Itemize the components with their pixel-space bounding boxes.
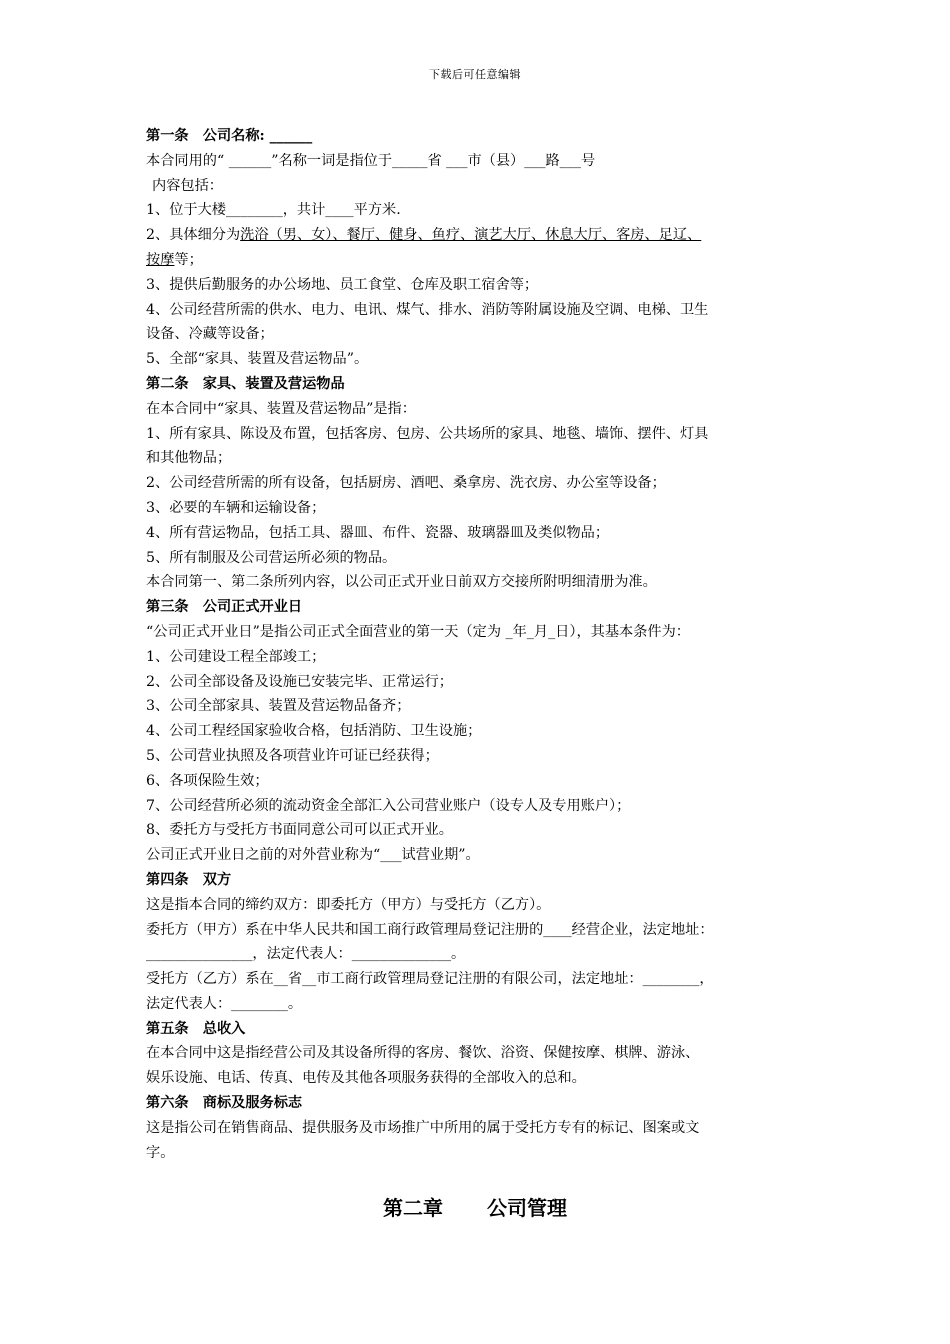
body-line: 这是指本合同的缔约双方：即委托方（甲方）与受托方（乙方）。 bbox=[146, 896, 551, 913]
body-line: 设备、冷藏等设备； bbox=[146, 326, 274, 343]
body-line: _______________，法定代表人：______________。 bbox=[146, 946, 466, 963]
chapter-title: 公司管理 bbox=[487, 1196, 567, 1220]
body-line: 这是指公司在销售商品、提供服务及市场推广中所用的属于受托方专有的标记、图案或文 bbox=[146, 1119, 700, 1136]
body-line: 4、所有营运物品，包括工具、器皿、布件、瓷器、玻璃器皿及类似物品； bbox=[146, 524, 610, 541]
underlined-text: 洗浴（男、女）、餐厅、健身、鱼疗、演艺大厅、休息大厅、客房、足辽、 bbox=[240, 227, 702, 244]
body-line: 5、全部“家具、装置及营运物品”。 bbox=[146, 351, 369, 368]
article-heading: 第二条 家具、装置及营运物品 bbox=[146, 375, 345, 392]
body-line: 本合同第一、第二条所列内容，以公司正式开业日前双方交接所附明细清册为准。 bbox=[146, 574, 657, 591]
body-line: 3、必要的车辆和运输设备； bbox=[146, 499, 326, 516]
body-line: 2、公司全部设备及设施已安装完毕、正常运行； bbox=[146, 673, 453, 690]
body-line: 和其他物品； bbox=[146, 450, 232, 467]
body-line: 5、所有制服及公司营运所必须的物品。 bbox=[146, 549, 397, 566]
body-line: 娱乐设施、电话、传真、电传及其他各项服务获得的全部收入的总和。 bbox=[146, 1070, 586, 1087]
article-heading: 第六条 商标及服务标志 bbox=[146, 1095, 303, 1112]
chapter-heading bbox=[0, 1192, 950, 1221]
line-text: 等； bbox=[174, 251, 203, 268]
body-line: 字。 bbox=[146, 1144, 175, 1161]
article-heading: 第三条 公司正式开业日 bbox=[146, 599, 303, 616]
article-heading: 第五条 总收入 bbox=[146, 1020, 246, 1037]
underlined-text: 按摩 bbox=[146, 251, 175, 268]
body-line: 受托方（乙方）系在__省__市工商行政管理局登记注册的有限公司，法定地址：________， bbox=[146, 971, 714, 988]
body-line: 1、所有家具、陈设及布置，包括客房、包房、公共场所的家具、地毯、墙饰、摆件、灯具 bbox=[146, 425, 709, 442]
body-line: 2、公司经营所需的所有设备，包括厨房、酒吧、桑拿房、洗衣房、办公室等设备； bbox=[146, 475, 666, 492]
body-line bbox=[146, 223, 816, 248]
body-line bbox=[146, 248, 816, 273]
body-line: 内容包括： bbox=[152, 177, 223, 194]
document-body bbox=[146, 124, 816, 1165]
article-heading: 第一条 公司名称: ______ bbox=[146, 128, 313, 144]
body-line: 7、公司经营所必须的流动资金全部汇入公司营业账户（设专人及专用账户）； bbox=[146, 797, 631, 814]
body-line: 本合同用的“ ______”名称一词是指位于_____省 ___市（县）___路___号 bbox=[146, 152, 596, 169]
line-text: 2、具体细分为 bbox=[146, 227, 241, 244]
body-line: 3、提供后勤服务的办公场地、员工食堂、仓库及职工宿舍等； bbox=[146, 276, 539, 293]
body-line: 委托方（甲方）系在中华人民共和国工商行政管理局登记注册的____经营企业，法定地址： bbox=[146, 921, 714, 938]
body-line: 6、各项保险生效； bbox=[146, 772, 269, 789]
body-line: 5、公司营业执照及各项营业许可证已经获得； bbox=[146, 747, 439, 764]
page-header: 下载后可任意编辑 bbox=[429, 68, 521, 81]
body-line: 4、公司工程经国家验收合格，包括消防、卫生设施； bbox=[146, 723, 482, 740]
body-line: “公司正式开业日”是指公司正式全面营业的第一天（定为 _年_月_日），其基本条件为： bbox=[146, 623, 690, 640]
body-line: 法定代表人：________。 bbox=[146, 995, 303, 1012]
body-line: 3、公司全部家具、装置及营运物品备齐； bbox=[146, 698, 411, 715]
chapter-number: 第二章 bbox=[383, 1196, 443, 1220]
article-heading: 第四条 双方 bbox=[146, 871, 232, 888]
body-line: 在本合同中这是指经营公司及其设备所得的客房、餐饮、浴资、保健按摩、棋牌、游泳、 bbox=[146, 1045, 700, 1062]
body-line: 在本合同中“家具、装置及营运物品”是指： bbox=[146, 400, 416, 417]
body-line: 公司正式开业日之前的对外营业称为“___试营业期”。 bbox=[146, 847, 480, 864]
body-line: 1、位于大楼________，共计____平方米. bbox=[146, 202, 401, 219]
body-line: 1、公司建设工程全部竣工； bbox=[146, 648, 326, 665]
body-line: 8、委托方与受托方书面同意公司可以正式开业。 bbox=[146, 822, 453, 839]
body-line: 4、公司经营所需的供水、电力、电讯、煤气、排水、消防等附属设施及空调、电梯、卫生 bbox=[146, 301, 709, 318]
